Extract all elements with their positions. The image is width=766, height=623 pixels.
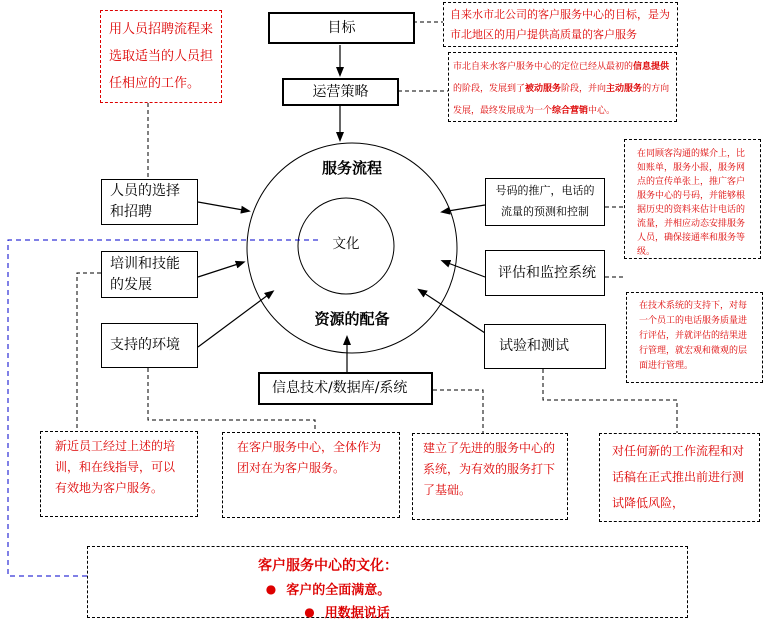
evaluation-monitoring-box: 评估和监控系统 [485,250,605,296]
goal-label: 目标 [327,19,356,36]
bullet-icon: ● [304,605,315,619]
circle-bottom-label: 资源的配备 [314,310,390,328]
text-segment: 市北自来水客户服务中心的定位已经从最初的 [453,62,634,72]
bullet-icon: ● [265,582,277,596]
number-promotion-box: 号码的推广，电话的流量的预测和控制 [485,178,605,226]
culture-title: 客户服务中心的文化： [258,558,398,574]
text-segment: 综合营销 [552,106,589,116]
note-system: 建立了先进的服务中心的系统，为有效的服务打下了基础。 [412,433,568,520]
culture-item-text: 客户的全面满意。 [286,583,391,598]
note-team: 在客户服务中心，全体作为团对在为客户服务。 [222,432,400,518]
arrow-environment-circle [198,295,268,347]
goal-box [268,12,415,44]
note-recruit: 用人员招聘流程来选取适当的人员担任相应的工作。 [100,10,222,103]
staff-selection-box: 人员的选择和招聘 [101,179,198,225]
text-segment: 主动服务 [606,84,643,94]
text-segment: 被动服务 [525,84,562,94]
note-goal: 自来水市北公司的客户服务中心的目标，是为市北地区的用户提供高质量的客户服务 [443,2,678,47]
arrow-training-circle [198,264,238,277]
support-environment-box: 支持的环境 [101,323,198,368]
circle-top-label: 服务流程 [321,159,382,177]
strategy-label: 运营策略 [312,83,369,100]
it-database-system-box: 信息技术/数据库/系统 [258,372,433,405]
connector-training-trainnote [77,273,101,431]
text-segment: 信息提供 [633,62,670,72]
note-testing: 对任何新的工作流程和对话稿在正式推出前进行测试降低风险， [599,433,760,522]
culture-box [87,546,688,621]
circle-center-label: 文化 [332,236,360,252]
trial-test-box: 试验和测试 [484,324,606,369]
training-skills-box: 培训和技能的发展 [101,251,198,298]
arrow-number-circle [448,205,485,211]
culture-item-text: 用数据说话 [324,606,390,621]
text-segment: 的阶段，发展到了 [453,84,526,94]
note-promotion: 在同顾客沟通的媒介上，比如账单，服务小报，服务网点的宣传单张上，推广客户服务中心的号码，并能够根据历史的资料来估计电话的流量，并相应动态安排服务人员，确保接通率和服务等级。 [624,139,761,259]
strategy-box [282,78,399,106]
note-evaluation: 在技术系统的支持下，对每一个员工的电话服务质量进行评估，并就评估的结果进行管理，就宏观和微观的层面进行管理。 [626,292,763,383]
connector-it-systemnote [433,390,483,433]
text-segment: 的方向发展，最终发展成为一个 [453,84,670,116]
culture-content [88,551,568,621]
arrow-staff-circle [198,202,243,210]
culture-item [88,579,568,598]
text-segment: 阶段，并向 [561,84,607,94]
text-segment: 中心。 [588,106,616,116]
culture-item [126,602,568,621]
note-training: 新近员工经过上述的培训，和在线指导，可以有效地为客户服务。 [40,431,198,517]
note-positioning [448,52,677,122]
